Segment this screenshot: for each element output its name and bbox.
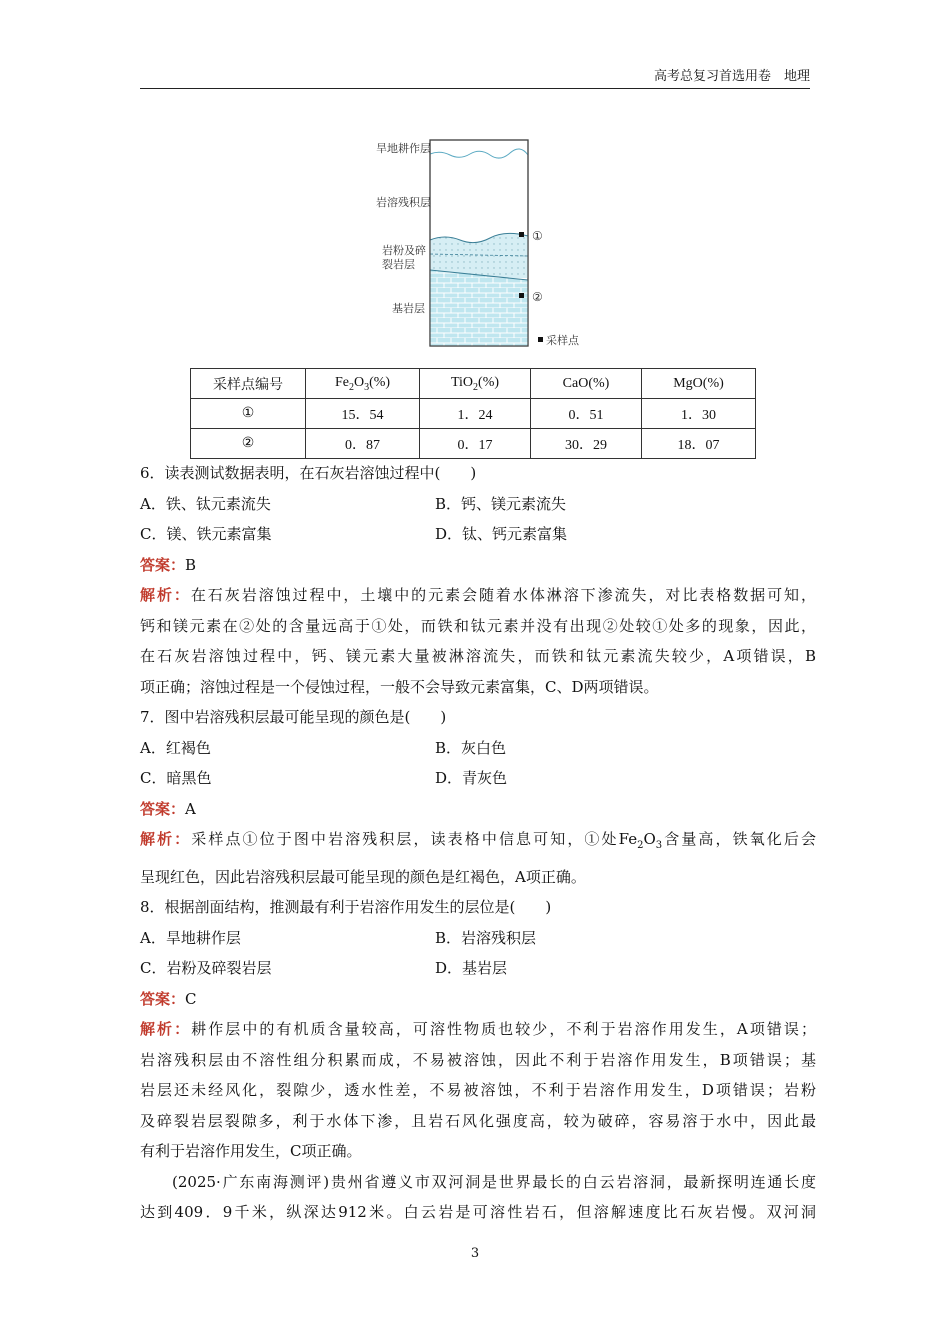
table-header-cell: TiO$_2$(%) [420, 369, 531, 399]
table-cell: 1．24 [420, 399, 531, 429]
answer-label: 答案： [140, 989, 186, 1008]
q8-option-d: D．基岩层 [435, 959, 508, 977]
table-cell: 15．54 [306, 399, 420, 429]
analysis-label: 解析： [140, 586, 191, 604]
table-cell: ② [191, 429, 306, 459]
label-dry-farm-layer: 旱地耕作层 [376, 142, 431, 155]
q7-option-a: A．红褐色 [140, 738, 211, 757]
table-cell: 30．29 [531, 429, 642, 459]
table-cell: 0．17 [420, 429, 531, 459]
q8-options-row-1 [140, 923, 816, 954]
passage-line: (2025·广东南海测评)贵州省遵义市双河洞是世界最长的白云岩溶洞，最新探明连通长度 [172, 1172, 816, 1191]
q7-analysis-line: 解析：采样点①位于图中岩溶残积层，读表格中信息可知，①处$Fe_2O_3$含量高，铁氧化后会 [140, 830, 816, 851]
table-cell: 18．07 [642, 429, 756, 459]
q7-options-row-2 [140, 763, 816, 794]
q7-option-b: B．灰白色 [435, 738, 507, 757]
table-cell: 1．30 [642, 399, 756, 429]
q7-option-d: D．青灰色 [435, 769, 508, 787]
page-header [140, 68, 810, 89]
legend-marker [538, 337, 543, 342]
answer-value: A [185, 799, 196, 818]
q7-stem: 7．图中岩溶残积层最可能呈现的颜色是( ) [140, 708, 447, 726]
label-bedrock-layer: 基岩层 [392, 302, 425, 315]
table-header-cell: CaO(%) [531, 369, 642, 399]
q6-stem: 6．读表测试数据表明，在石灰岩溶蚀过程中( ) [140, 464, 477, 482]
q6-analysis-line: 钙和镁元素在②处的含量远高于①处，而铁和钛元素并没有出现②处较①处多的现象，因此， [140, 616, 816, 635]
analysis-label: 解析： [140, 830, 192, 848]
page-number: 3 [470, 1246, 480, 1261]
q6-option-d: D．钛、钙元素富集 [435, 525, 568, 543]
label-residual-layer: 岩溶残积层 [376, 196, 431, 209]
q8-analysis-line: 及碎裂岩层裂隙多，利于水体下渗，且岩石风化强度高，较为破碎，容易溶于水中，因此最 [140, 1111, 816, 1130]
q8-analysis-line: 解析：耕作层中的有机质含量较高，可溶性物质也较少，不利于岩溶作用发生，A项错误； [140, 1020, 816, 1038]
sample-point-2-marker [519, 293, 524, 298]
q7-option-c: C．暗黑色 [140, 769, 212, 787]
q8-option-c: C．岩粉及碎裂岩层 [140, 959, 272, 977]
answer-value: B [185, 555, 197, 574]
sample-point-1-marker [519, 232, 524, 237]
q8-options-row-2 [140, 953, 816, 984]
bedrock-layer [430, 270, 528, 346]
label-rock-powder-layer-2: 裂岩层 [382, 258, 415, 271]
soil-profile-diagram [360, 128, 590, 358]
q6-option-a: A．铁、钛元素流失 [140, 494, 271, 513]
soil-profile-figure [360, 128, 590, 358]
answer-value: C [185, 989, 197, 1008]
label-point-1: ① [532, 229, 543, 243]
table-row [191, 399, 756, 429]
q7-options-row-1 [140, 733, 816, 764]
table-header-cell: 采样点编号 [191, 369, 306, 399]
q6-options-row-1 [140, 489, 816, 520]
sample-data-table [190, 368, 756, 459]
analysis-label: 解析： [140, 1020, 192, 1038]
q8-analysis-line: 有利于岩溶作用发生，C项正确。 [140, 1142, 362, 1160]
label-point-2: ② [532, 290, 543, 304]
label-rock-powder-layer-1: 岩粉及碎 [382, 244, 426, 257]
table-header-cell: MgO(%) [642, 369, 756, 399]
q6-answer [140, 550, 816, 581]
q8-option-b: B．岩溶残积层 [435, 928, 537, 947]
q7-answer [140, 794, 816, 825]
q6-analysis-line: 在石灰岩溶蚀过程中，钙、镁元素大量被淋溶流失，而铁和钛元素流失较少，A项错误，B [140, 647, 816, 665]
q8-stem: 8．根据剖面结构，推测最有利于岩溶作用发生的层位是( ) [140, 898, 552, 916]
q6-options-row-2 [140, 519, 816, 550]
table-header-row [191, 369, 756, 399]
table-cell: 0．51 [531, 399, 642, 429]
legend-label: 采样点 [546, 334, 579, 347]
answer-label: 答案： [140, 799, 186, 818]
table-header-cell: $Fe_2O_3(\%)$ [306, 369, 420, 399]
q8-analysis-line: 岩溶残积层由不溶性组分积累而成，不易被溶蚀，因此不利于岩溶作用发生，B项错误；基 [140, 1050, 816, 1069]
q7-analysis-line: 呈现红色，因此岩溶残积层最可能呈现的颜色是红褐色，A项正确。 [140, 867, 586, 886]
answer-label: 答案： [140, 555, 186, 574]
table-row [191, 429, 756, 459]
q6-option-c: C．镁、铁元素富集 [140, 525, 272, 543]
q6-analysis-line: 解析：在石灰岩溶蚀过程中，土壤中的元素会随着水体淋溶下渗流失，对比表格数据可知， [140, 586, 816, 604]
q8-answer [140, 984, 816, 1015]
table-cell: 0．87 [306, 429, 420, 459]
q6-analysis-line: 项正确；溶蚀过程是一个侵蚀过程，一般不会导致元素富集，C、D两项错误。 [140, 677, 659, 696]
q6-option-b: B．钙、镁元素流失 [435, 494, 567, 513]
table-cell: ① [191, 399, 306, 429]
document-body [140, 458, 816, 1228]
passage-line: 达到409．9千米，纵深达912米。白云岩是可溶性岩石，但溶解速度比石灰岩慢。双河洞 [140, 1203, 816, 1221]
q8-analysis-line: 岩层还未经风化，裂隙少，透水性差，不易被溶蚀，不利于岩溶作用发生，D项错误；岩粉 [140, 1081, 816, 1099]
header-title: 高考总复习首选用卷 地理 [653, 69, 810, 84]
q8-option-a: A．旱地耕作层 [140, 928, 241, 947]
